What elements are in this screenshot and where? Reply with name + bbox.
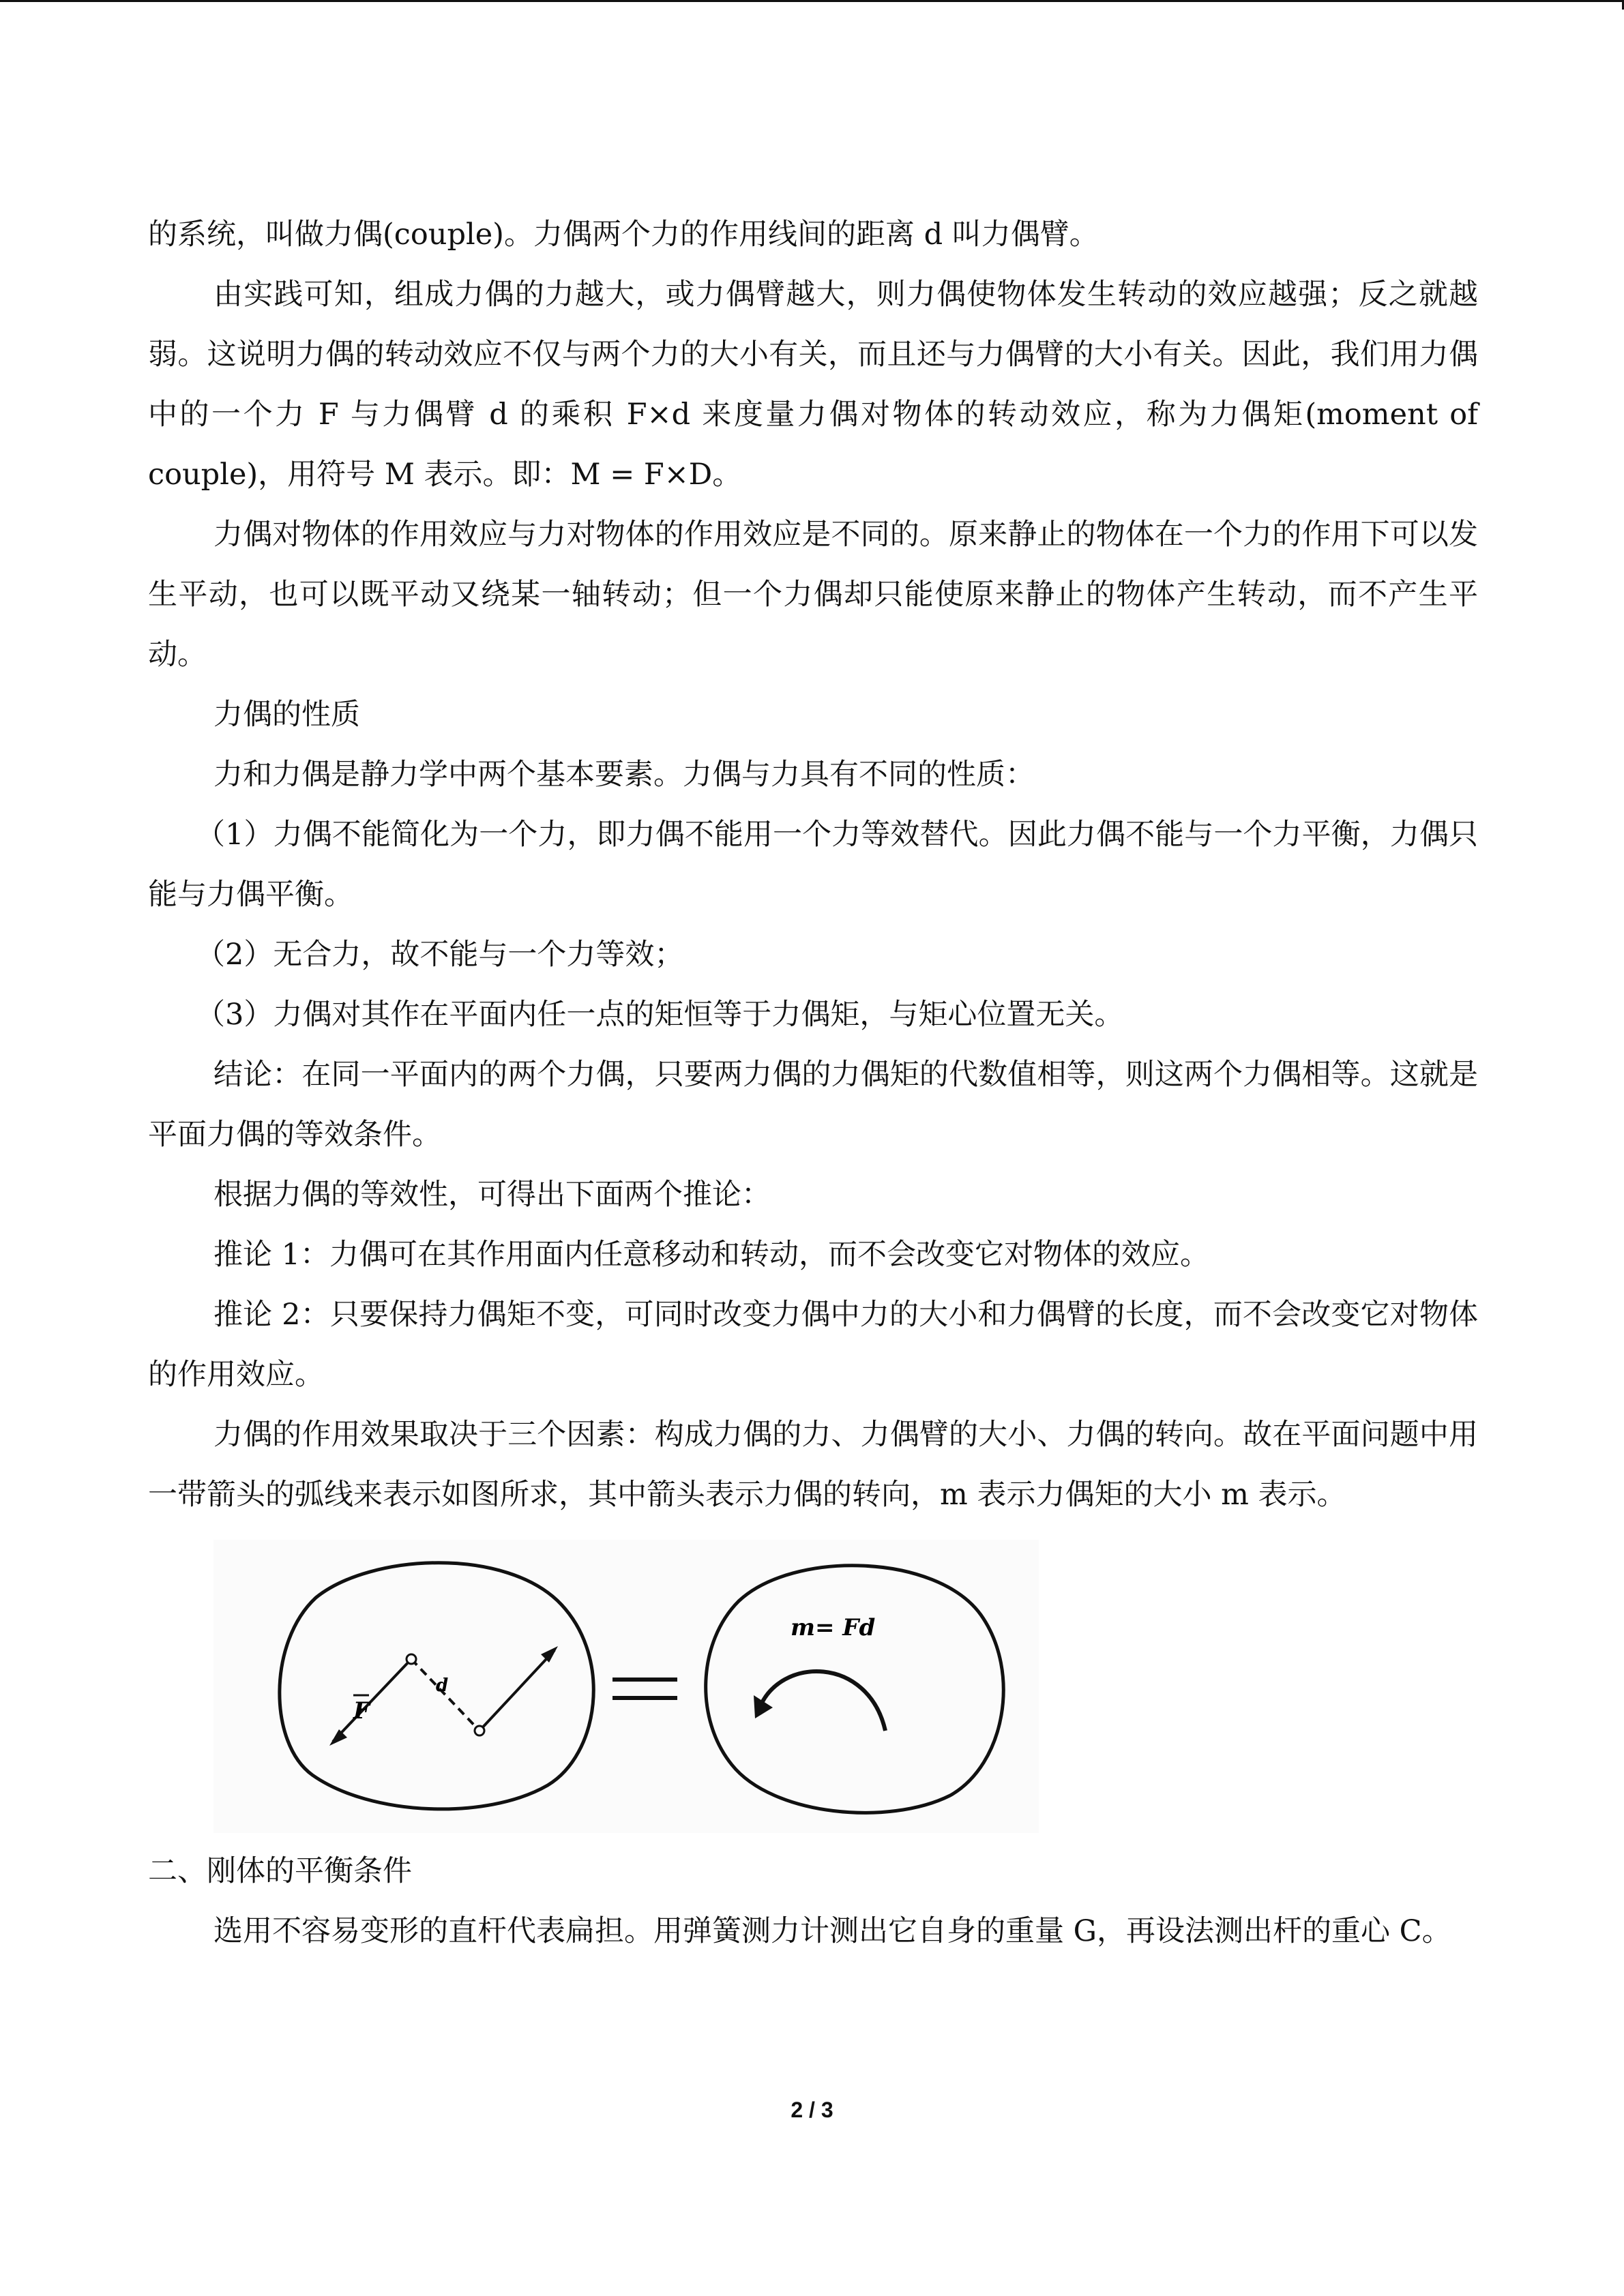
right-body-outline (706, 1566, 1004, 1813)
corollary-2: 推论 2：只要保持力偶矩不变，可同时改变力偶中力的大小和力偶臂的长度，而不会改变它对物体的作用效应。 (148, 1298, 1478, 1392)
property-item-2: （2）无合力，故不能与一个力等效； (196, 938, 684, 972)
moment-label: m= Fd (791, 1614, 876, 1641)
heading-couple-properties: 力偶的性质 (213, 698, 360, 732)
moment-arc (759, 1671, 885, 1731)
arm-label: d (436, 1675, 449, 1696)
paragraph-couple-definition: 的系统，叫做力偶(couple)。力偶两个力的作用线间的距离 d 叫力偶臂。 (148, 218, 1099, 252)
paragraph-properties-intro: 力和力偶是静力学中两个基本要素。力偶与力具有不同的性质： (213, 758, 1035, 792)
paragraph-conclusion: 结论：在同一平面内的两个力偶，只要两力偶的力偶矩的代数值相等，则这两个力偶相等。这就是平面力偶的等效条件。 (148, 1058, 1478, 1152)
page-number: 2 / 3 (791, 2098, 833, 2122)
paragraph-moment-of-couple: 由实践可知，组成力偶的力越大，或力偶臂越大，则力偶使物体发生转动的效应越强；反之就越弱。这说明力偶的转动效应不仅与两个力的大小有关，而且还与力偶臂的大小有关。因此，我们用力偶中的一个力 F 与力偶臂 d 的乘积 F×d 来度量力偶对物体的转动效应，称为力偶矩(moment of couple)，用符号 M 表示。即：M = F×D。 (148, 278, 1478, 492)
paragraph-corollaries-intro: 根据力偶的等效性，可得出下面两个推论： (213, 1178, 771, 1212)
page-content (148, 205, 1478, 1961)
paragraph-three-factors: 力偶的作用效果取决于三个因素：构成力偶的力、力偶臂的大小、力偶的转向。故在平面问题中用一带箭头的弧线来表示如图所求，其中箭头表示力偶的转向，m 表示力偶矩的大小 m 表示。 (148, 1418, 1478, 1512)
couple-arm-line-1 (333, 1659, 411, 1742)
section-title-equilibrium: 二、刚体的平衡条件 (148, 1854, 412, 1888)
paragraph-experiment: 选用不容易变形的直杆代表扁担。用弹簧测力计测出它自身的重量 G，再设法测出杆的重心 C。 (213, 1914, 1451, 1948)
property-item-3: （3）力偶对其作在平面内任一点的矩恒等于力偶矩，与矩心位置无关。 (196, 998, 1124, 1032)
point-a (407, 1654, 416, 1664)
force-arrowhead-right (541, 1646, 558, 1663)
force-label: F (353, 1697, 370, 1725)
paragraph-couple-vs-force: 力偶对物体的作用效应与力对物体的作用效应是不同的。原来静止的物体在一个力的作用下可以发生平动，也可以既平动又绕某一轴转动；但一个力偶却只能使原来静止的物体产生转动，而不产生平动。 (148, 518, 1478, 672)
page-top-border (0, 0, 1624, 2)
property-item-1: （1）力偶不能简化为一个力，即力偶不能用一个力等效替代。因此力偶不能与一个力平衡，力偶只能与力偶平衡。 (148, 818, 1478, 912)
point-b (475, 1726, 484, 1735)
couple-diagram (213, 1540, 1039, 1833)
couple-equivalence-figure (213, 1540, 1039, 1833)
force-arrowhead-left (329, 1729, 347, 1746)
couple-arm-line-3 (479, 1650, 555, 1731)
corollary-1: 推论 1：力偶可在其作用面内任意移动和转动，而不会改变它对物体的效应。 (213, 1238, 1210, 1272)
